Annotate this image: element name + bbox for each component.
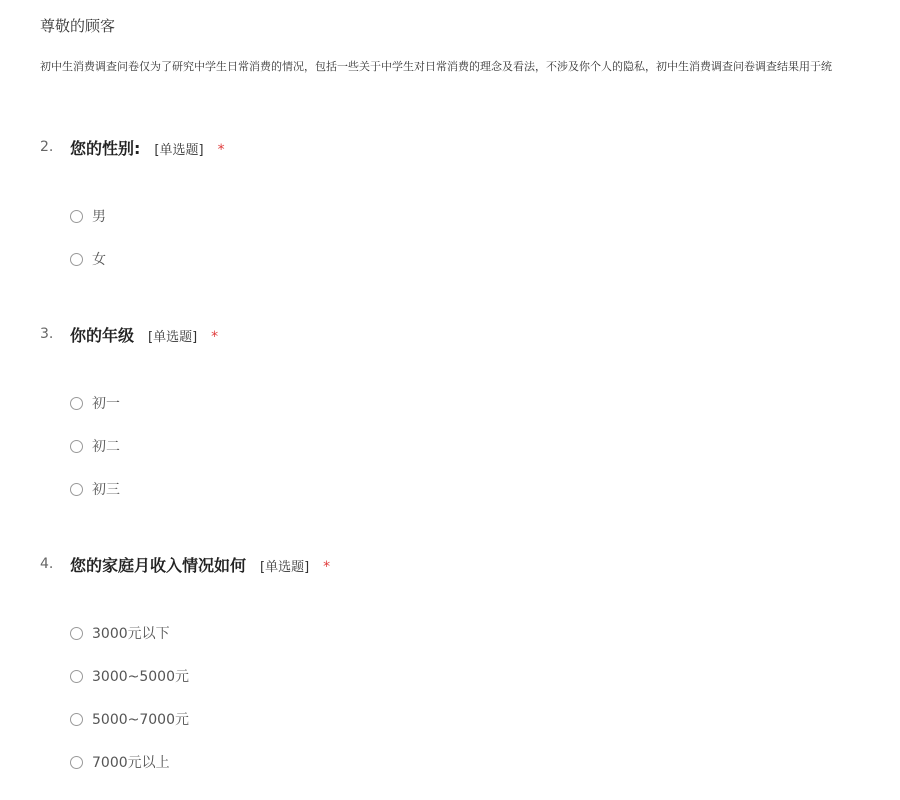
question-header [0, 136, 900, 160]
question-type-label: [单选题] [154, 143, 204, 158]
option-grade-2[interactable] [70, 436, 120, 456]
option-grade-3[interactable] [70, 479, 120, 499]
option-label: 7000元以上 [92, 755, 170, 771]
option-label: 初一 [92, 396, 120, 412]
option-male[interactable] [70, 206, 106, 226]
radio-button[interactable] [70, 483, 83, 496]
option-label: 5000~7000元 [92, 712, 189, 728]
radio-button[interactable] [70, 397, 83, 410]
radio-button[interactable] [70, 253, 83, 266]
radio-button[interactable] [70, 210, 83, 223]
question-title: 您的家庭月收入情况如何 [70, 556, 247, 575]
option-income-5000-7000[interactable] [70, 709, 189, 729]
required-mark: * [323, 559, 331, 575]
greeting-text: 尊敬的顾客 [40, 17, 116, 35]
option-label: 3000~5000元 [92, 669, 189, 685]
radio-button[interactable] [70, 440, 83, 453]
question-type-label: [单选题] [148, 330, 198, 345]
required-mark: * [217, 142, 225, 158]
question-number: 2. [40, 139, 54, 155]
option-female[interactable] [70, 249, 106, 269]
question-number: 4. [40, 556, 54, 572]
question-title-row [70, 553, 330, 576]
option-label: 3000元以下 [92, 626, 170, 642]
question-title: 您的性别: [70, 139, 141, 158]
question-header [0, 553, 900, 577]
radio-button[interactable] [70, 756, 83, 769]
required-mark: * [211, 329, 219, 345]
question-title-row [70, 323, 218, 346]
option-label: 初二 [92, 439, 120, 455]
question-title: 你的年级 [70, 326, 135, 345]
option-income-above-7000[interactable] [70, 752, 170, 772]
question-type-label: [单选题] [260, 560, 310, 575]
option-label: 女 [92, 252, 106, 268]
radio-button[interactable] [70, 670, 83, 683]
survey-intro-text: 初中生消费调查问卷仅为了研究中学生日常消费的情况，包括一些关于中学生对日常消费的理念及看法，不涉及你个人的隐私，初中生消费调查问卷调查结果用于统 [40, 60, 832, 73]
option-income-3000-5000[interactable] [70, 666, 189, 686]
option-label: 初三 [92, 482, 120, 498]
option-grade-1[interactable] [70, 393, 120, 413]
question-header [0, 323, 900, 347]
question-title-row [70, 136, 225, 159]
option-income-below-3000[interactable] [70, 623, 170, 643]
radio-button[interactable] [70, 627, 83, 640]
option-label: 男 [92, 209, 106, 225]
radio-button[interactable] [70, 713, 83, 726]
question-number: 3. [40, 326, 54, 342]
